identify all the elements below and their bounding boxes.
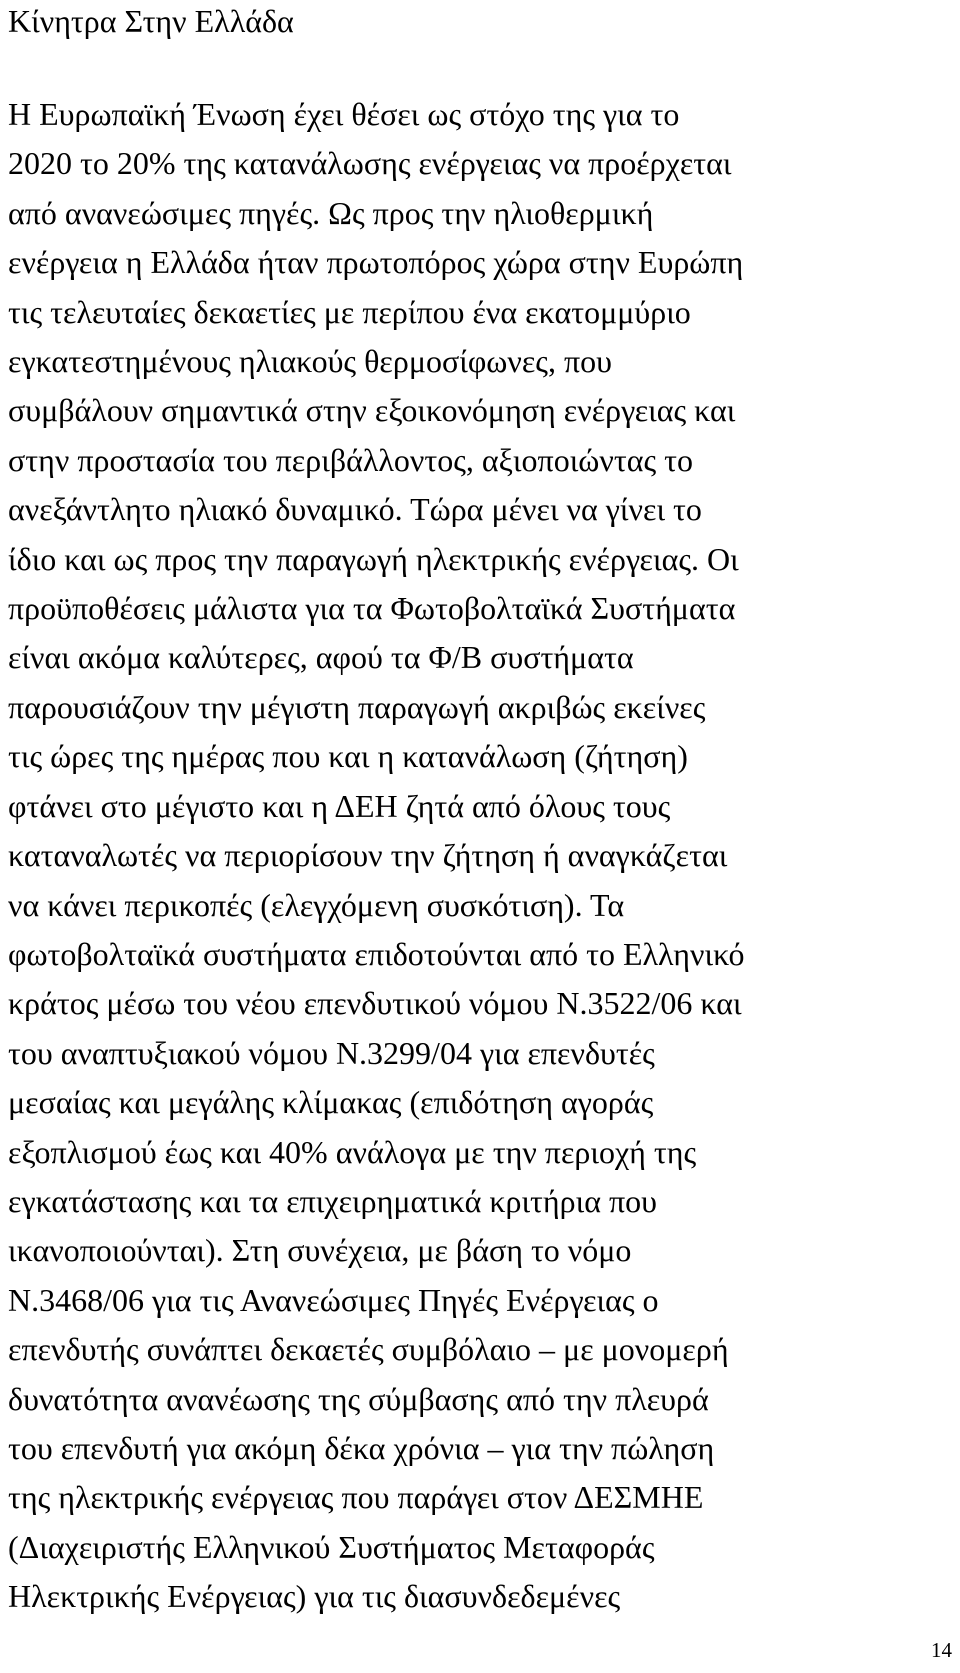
text-line: της ηλεκτρικής ενέργειας που παράγει στον ΔΕΣΜΗΕ <box>8 1479 704 1516</box>
text-line: είναι ακόμα καλύτερες, αφού τα Φ/Β συστήματα <box>8 639 634 676</box>
text-line: καταναλωτές να περιορίσουν την ζήτηση ή αναγκάζεται <box>8 837 728 874</box>
body-paragraph <box>8 90 953 1622</box>
text-line: παρουσιάζουν την μέγιστη παραγωγή ακριβώς εκείνες <box>8 688 706 725</box>
text-line: Ν.3468/06 για τις Ανανεώσιμες Πηγές Ενέργειας ο <box>8 1281 659 1318</box>
text-line: τις ώρες της ημέρας που και η κατανάλωση (ζήτηση) <box>8 738 688 775</box>
page-number: 14 <box>931 1638 952 1662</box>
text-line: από ανανεώσιμες πηγές. Ως προς την ηλιοθερμική <box>8 194 654 231</box>
text-line: 2020 το 20% της κατανάλωσης ενέργειας να προέρχεται <box>8 145 732 182</box>
text-line: συμβάλουν σημαντικά στην εξοικονόμηση ενέργειας και <box>8 392 736 429</box>
text-line: εγκατεστημένους ηλιακούς θερμοσίφωνες, που <box>8 343 612 380</box>
text-line: Ηλεκτρικής Ενέργειας) για τις διασυνδεδεμένες <box>8 1578 621 1615</box>
text-line: εγκατάστασης και τα επιχειρηματικά κριτήρια που <box>8 1182 657 1219</box>
text-line: φωτοβολταϊκά συστήματα επιδοτούνται από το Ελληνικό <box>8 935 745 972</box>
text-line: του επενδυτή για ακόμη δέκα χρόνια – για την πώληση <box>8 1429 715 1466</box>
text-line: κράτος μέσω του νέου επενδυτικού νόμου Ν.3522/06 και <box>8 985 742 1022</box>
text-line: ανεξάντλητο ηλιακό δυναμικό. Τώρα μένει να γίνει το <box>8 491 702 528</box>
text-line: στην προστασία του περιβάλλοντος, αξιοποιώντας το <box>8 441 693 478</box>
text-line: εξοπλισμού έως και 40% ανάλογα με την περιοχή της <box>8 1133 697 1170</box>
text-line: μεσαίας και μεγάλης κλίμακας (επιδότηση αγοράς <box>8 1084 654 1121</box>
text-line: φτάνει στο μέγιστο και η ΔΕΗ ζητά από όλους τους <box>8 787 671 824</box>
text-line: προϋποθέσεις μάλιστα για τα Φωτοβολταϊκά Συστήματα <box>8 590 736 627</box>
text-line: Η Ευρωπαϊκή Ένωση έχει θέσει ως στόχο της για το <box>8 96 680 132</box>
page-title: Κίνητρα Στην Ελλάδα <box>8 3 294 39</box>
text-line: δυνατότητα ανανέωσης της σύμβασης από την πλευρά <box>8 1380 709 1417</box>
text-line: τις τελευταίες δεκαετίες με περίπου ένα εκατομμύριο <box>8 293 691 330</box>
text-line: ενέργεια η Ελλάδα ήταν πρωτοπόρος χώρα στην Ευρώπη <box>8 244 744 281</box>
text-line: επενδυτής συνάπτει δεκαετές συμβόλαιο – με μονομερή <box>8 1331 729 1368</box>
text-line: του αναπτυξιακού νόμου Ν.3299/04 για επενδυτές <box>8 1034 655 1071</box>
text-line: να κάνει περικοπές (ελεγχόμενη συσκότιση). Τα <box>8 886 625 923</box>
text-line: ίδιο και ως προς την παραγωγή ηλεκτρικής ενέργειας. Οι <box>8 540 739 577</box>
text-line: ικανοποιούνται). Στη συνέχεια, με βάση το νόμο <box>8 1232 632 1269</box>
text-line: (Διαχειριστής Ελληνικού Συστήματος Μεταφοράς <box>8 1528 655 1565</box>
